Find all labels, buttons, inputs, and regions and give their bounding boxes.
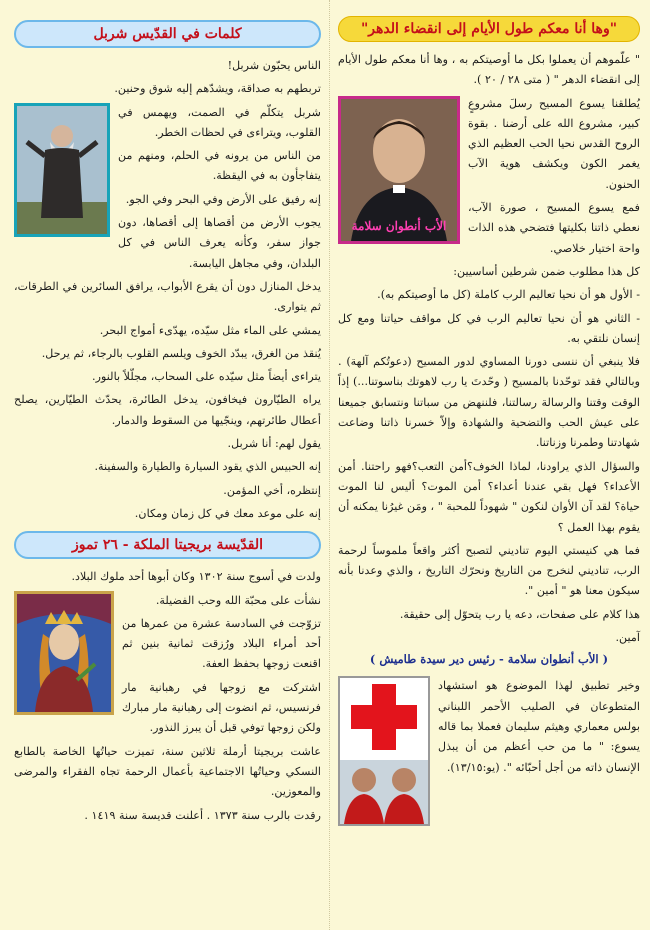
charbel-line-13: إنه الحبيس الذي يقود السيارة والطيارة والسفينة. [94,460,321,474]
brigitta-title: القدّيسة بريجيتا الملكة - ٢٦ تموز [14,531,321,559]
charbel-line-12: يقول لهم: أنا شربل. [227,437,321,451]
charbel-text [14,56,321,524]
body-paragraph-3: كل هذا مطلوب ضمن شرطين أساسيين: [453,264,640,278]
brigitta-paragraph-2: نشأت على محبّة الله وحب الفضيلة. [155,593,321,607]
right-title: "وها أنا معكم طول الأيام إلى انقضاء الدهر" [338,16,640,42]
charbel-line-1: الناس يحبّون شربل! [227,59,321,72]
brigitta-text [14,567,321,826]
charbel-line-6: يجوب الأرض من أقصاها إلى أقصاها، دون جواز سفر، وكأنه يعرف الناس في كل البلدان، وفي مجاهل اليابسة. [118,216,321,270]
volunteers-photo [338,676,430,826]
body-paragraph-9: هذا كلام على صفحات، دعه يا رب يتحوّل إلى حقيقة. [399,607,640,621]
brigitta-paragraph-5: عاشت بريجيتا أرملة ثلاثين سنة، تميزت حياتُها الخاصة بالطابع النسكي وحياتُها الاجتماعية بأعمال الرحمة تجاه الفقراء والمرضى والمعوزين. [14,744,321,799]
closing-paragraph: وخير تطبيق لهذا الموضوع هو استشهاد المتطوعان في الصليب الأحمر اللبناني بولس معماري وهيثم سليمان فعملا بما قاله يسوع: " ما من حب أعظم من أن يبذل الإنسان ذاته من أجل أحبّائه ". (يو:١٣/١٥). [438,679,640,774]
charbel-line-11: يراه الطيّارون فيخافون، يدخل الطائرة، يحدّث الطيّارين، يصلح أعطال طائرتهم، وينجّيها من السقوط والدمار. [14,393,321,427]
charbel-line-4: من الناس من يرونه في الحلم، ومنهم من يتفاجأون به في اليقظة. [118,149,321,183]
charbel-line-15: إنه على موعد معك في كل زمان ومكان. [134,506,321,520]
charbel-line-10: يتراءى أيضاً مثل سيّده على السحاب، مجلّلاً بالنور. [92,370,321,384]
intro-paragraph: " علّموهم أن يعملوا بكل ما أوصيتكم به ، وها أنا معكم طول الأيام إلى انقضاء الدهر " ( متى ٢٨ / ٢٠ ). [338,53,640,87]
red-cross-horizontal [351,705,417,729]
right-body [338,94,640,649]
brigitta-paragraph-6: رقدت بالرب سنة ١٣٧٣ . أعلنت قديسة سنة ١٤١٩ . [84,808,321,822]
charbel-line-9: يُنقذ من الغرق، يبدّد الخوف ويلسم القلوب بالرجاء، ثم يرحل. [41,346,321,360]
body-paragraph-1: يُطلقنا يسوع المسيح رسلَ مشروعٍ كبير، مشروع الله على أرضنا . بقوة الروح القدس نحيا الحب العظيم الذي يغمر الكون ويكشف هوية الآب الحنون. [468,96,640,191]
body-paragraph-4: - الأول هو أن نحيا تعاليم الرب كاملة (كل ما أوصيتكم به). [377,288,640,302]
saint-charbel-icon [17,106,107,234]
saint-brigitta-photo [14,591,114,715]
charbel-line-2: تربطهم به صداقة، ويشدّهم إليه شوق وحنين. [114,82,321,96]
charbel-line-14: إنتظره، أخي المؤمن. [223,483,321,497]
body-paragraph-2: فمع يسوع المسيح ، صورة الآب، نعطي ذاتنا بكليتها فتضحي هذه الذات واحة اختيار خلاصي. [468,201,640,255]
body-paragraph-6: فلا ينبغي أن ننسى دورنا المساوي لدور المسيح (دعوتُكم آلهة) . وبالتالي فقد توحّدنا بالمسيح ( وحّدتَ يا رب لاهوتك بناسوتنا...) إذاً الوقت وقتنا والرسالة رسالتنا، فلننهض من سباتنا ونتسابق جميعنا على عيش الحب والتضحية والشهادة وإلاّ خسرنا ذاتنا وضاعت شهادتنا وطمرنا وزناتنا. [338,355,640,450]
right-intro [338,50,640,91]
brigitta-paragraph-1: ولدت في أسوج سنة ١٣٠٢ وكان أبوها أحد ملوك البلاد. [71,570,321,584]
left-title: كلمات في القدّيس شربل [14,20,321,48]
charbel-line-7: يدخل المنازل دون أن يقرع الأبواب، يرافق السائرين في الطرقات، ثم يتوارى. [14,279,321,314]
charbel-line-5: إنه رفيق على الأرض وفي البحر وفي الجو. [125,192,321,206]
brigitta-paragraph-4: اشتركت مع زوجها في رهبانية مار فرنسيس، ثم انضوت إلى رهبانية مار مبارك ولكن زوجها توفي قبل أن يبرز النذور. [122,680,321,735]
right-closing [338,676,640,777]
brigitta-paragraph-3: تزوّجت في السادسة عشرة من عمرها من أحد أمراء البلاد ورُزقت ثمانية بنين ثم اقنعت زوجها بحفظ العفة. [122,616,321,671]
volunteers-image-icon [340,678,428,824]
priest-photo [338,96,460,244]
body-paragraph-5: - الثاني هو أن نحيا تعاليم الرب في كل مواقف حياتنا ومع كل إنسان نلتقي به. [338,311,640,345]
body-paragraph-7: والسؤال الذي يراودنا، لماذا الخوف؟أمن التعب؟فهو راحتنا. أمن الأعداء؟ فهل بقي عندنا أعداء؟ أمن الموت؟ أليس لنا الموت حياة؟ لقد آن الأوان لنكون " شهوداً للمحبة " ، ومَن غيرُنا يمكنه أن يقوم بهذا العمل ؟ [338,459,640,534]
body-paragraph-8: فما هي كنيستي اليوم تناديني لتصبح أكثر واقعاً ملموساً لرحمة الرب، تناديني لنخرج من التاريخ ونحرّك التاريخ ، والذي وعدنا بأنه سيكون معنا هو " أمين ". [338,543,640,598]
body-paragraph-10: آمين. [615,631,640,645]
right-column [330,0,650,930]
signature: ( الأب أنطوان سلامة - رئيس دير سيدة طاميش ) [369,652,609,667]
saint-brigitta-icon [17,594,111,712]
saint-charbel-photo [14,103,110,237]
priest-photo-caption: الأب أنطوان سلامة [351,219,447,234]
charbel-line-3: شربل يتكلّم في الصمت، ويهمس في القلوب، ويتراءى في لحظات الخطر. [118,105,321,139]
charbel-line-8: يمشي على الماء مثل سيّده، يهدّىء أمواج البحر. [99,323,321,337]
